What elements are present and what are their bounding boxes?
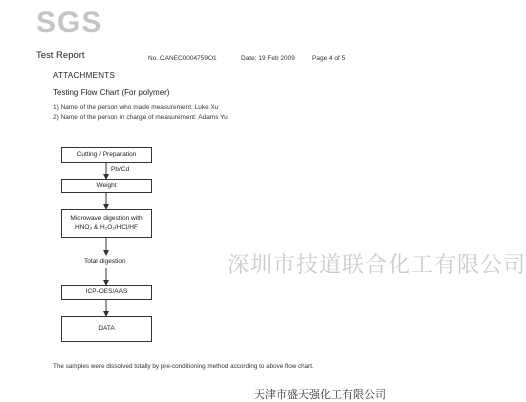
total-digestion-label: Total digestion	[84, 258, 126, 265]
pbcd-label: Pb/Cd	[111, 166, 130, 173]
report-title: Test Report	[36, 50, 85, 61]
report-number: No. CANEC0004759O1	[148, 55, 217, 62]
step-icp-label: ICP-OES/AAS	[85, 288, 128, 296]
page-indicator: Page 4 of 5	[312, 55, 346, 62]
measurement-person: 1) Name of the person who made measurement: Luke Xu	[53, 104, 219, 111]
step-microwave	[61, 209, 152, 238]
step-cutting	[61, 147, 152, 163]
step-icp	[61, 285, 152, 300]
flow-chart-title: Testing Flow Chart (For polymer)	[53, 88, 170, 97]
step-data	[61, 316, 152, 342]
step-weight-label: Weight	[96, 181, 117, 189]
step-weight	[61, 179, 152, 193]
step-microwave-line1: Microwave digestion with	[70, 215, 143, 223]
responsible-person: 2) Name of the person in charge of measurement: Adams Yu	[53, 114, 228, 121]
step-microwave-line2: HNO₃ & H₂O₂/HCl/HF	[75, 223, 138, 231]
sgs-logo: SGS	[36, 6, 103, 39]
step-data-label: DATA	[98, 324, 115, 332]
watermark-text: 深圳市技道联合化工有限公司	[227, 253, 526, 278]
report-date: Date: 19 Feb 2009	[241, 55, 295, 62]
section-heading: ATTACHMENTS	[53, 71, 116, 80]
footnote: The samples were dissolved totally by pre-conditioning method according to above flow chart.	[53, 363, 314, 370]
footer-company-name: 天津市盛天强化工有限公司	[254, 388, 386, 401]
step-cutting-label: Cutting / Preparation	[76, 150, 137, 158]
